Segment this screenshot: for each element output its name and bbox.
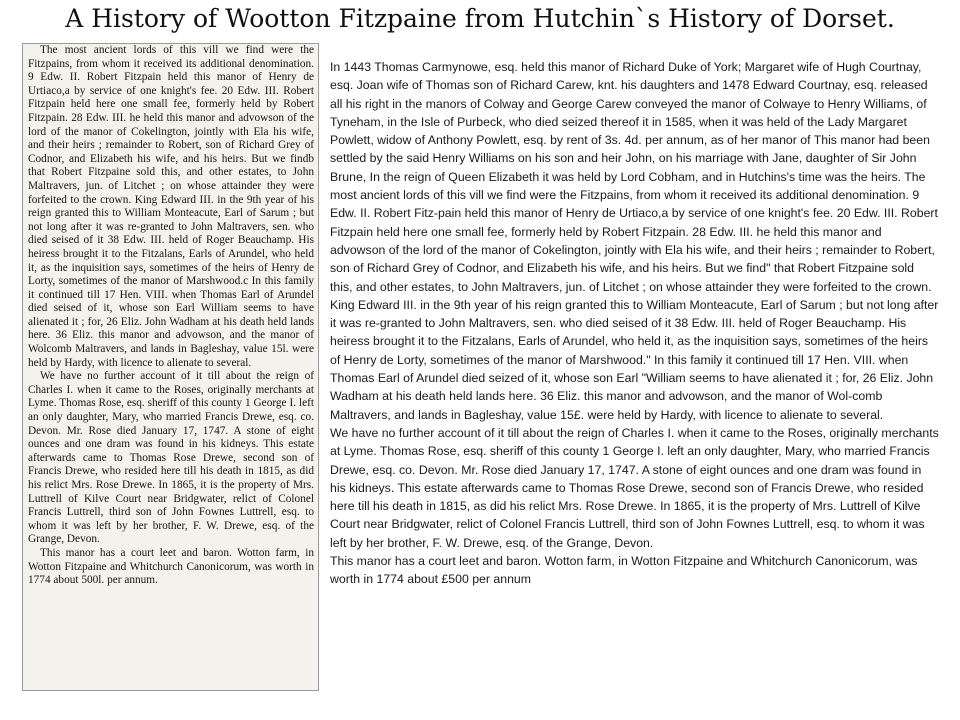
transcript-paragraph: This manor has a court leet and baron. Wotton farm, in Wotton Fitzpaine and Whitchurch Canonicorum, was worth in 1774 about £500 per annum	[330, 554, 918, 587]
scan-paragraph: This manor has a court leet and baron. Wotton farm, in Wotton Fitzpaine and Whitchurch Canonicorum, was worth in 1774 about 500l. per annum.	[28, 546, 314, 587]
transcript-paragraph: We have no further account of it till about the reign of Charles I. when it came to the Roses, originally merchants at Lyme. Thomas Rose, esq. sheriff of this county 1 George I. left an only daughter, Mary, who married Francis Drewe, esq. co. Devon. Mr. Rose died January 17, 1747. A stone of eight ounces and one dram was found in his kidneys. This estate afterwards came to Thomas Rose Drewe, second son of Francis Drewe, who resided here till his death in 1815, as did his relict Mrs. Rose Drewe. In 1865, it is the property of Mrs. Luttrell of Kilve Court near Bridgwater, relict of Colonel Francis Luttrell, third son of John Fownes Luttrell, esq. to whom it was left by her brother, F. W. Drewe, esq. of the Grange, Devon.	[330, 425, 939, 550]
scanned-book-page-image	[22, 43, 319, 691]
scan-paragraph: The most ancient lords of this vill we find were the Fitzpains, from whom it received its additional denomination. 9 Edw. II. Robert Fitzpain held this manor of Henry de Urtiaco,a by service of one knight's fee. 20 Edw. III. Robert Fitzpain held here one small fee, formerly held by Robert Fitzpain. 28 Edw. III. he held this manor and advowson of the lord of the manor of Cokelington, jointly with Ela his wife, and their heirs ; remainder to Robert, son of Richard Grey of Codnor, and Elizabeth his wife, and his heirs. But we findb that Robert Fitzpaine sold this, and other estates, to John Maltravers, jun. of Litchet ; on whose attainder they were forfeited to the crown. King Edward III. in the 9th year of his reign granted this to William Monteacute, Earl of Sarum ; but not long after it was re-granted to John Maltravers, sen. who died seised of it 38 Edw. III. held of Roger Beauchamp. His heiress brought it to the Fitzalans, Earls of Arundel, who held it, as the inquisition says, sometimes of the heirs of Henry de Lorty, sometimes of the manor of Marshwood.c In this family it continued till 17 Hen. VIII. when Thomas Earl of Arundel died seised of it, whose son Earl William seems to have alienated it ; for, 26 Eliz. John Wadham at his death held lands here. 36 Eliz. this manor and advowson, and the manor of Wolcomb Maltravers, and lands in Bagleshay, value 15l. were held by Hardy, with licence to alienate to several.	[28, 44, 314, 369]
transcript-paragraph: In 1443 Thomas Carmynowe, esq. held this manor of Richard Duke of York; Margaret wife of Hugh Courtnay, esq. Joan wife of Thomas son of Richard Carew, knt. his daughters and 1478 Edward Courtnay, esq. released all his right in the manors of Colway and George Carew conveyed the manor of Colwaye to Henry Williams, of Tyneham, in the Isle of Purbeck, who died seized thereof it in 1585, when it was held of the Lady Margaret Powlett, widow of Anthony Powlett, esq. by rent of 3s. 4d. per annum, as of her manor of This manor had been settled by the said Henry Williams on his son and heir John, on his marriage with Jane, daughter of Sir John Brune, In the reign of Queen Elizabeth it was held by Lord Cobham, and in Hutchins's time was the heirs. The most ancient lords of this vill we find were the Fitzpains, from whom it received its additional denomination. 9 Edw. II. Robert Fitz-pain held this manor of Henry de Urtiaco,a by service of one knight's fee. 20 Edw. III. Robert Fitzpain held here one small fee, formerly held by Robert Fitzpain. 28 Edw. III. he held this manor and advowson of the lord of the manor of Cokelington, jointly with Ela his wife, and their heirs ; remainder to Robert, son of Richard Grey of Codnor, and Elizabeth his wife, and his heirs. But we find" that Robert Fitzpaine sold this, and other estates, to John Maltravers, jun. of Litchet ; on whose attainder they were forfeited to the crown. King Edward III. in the 9th year of his reign granted this to William Monteacute, Earl of Sarum ; but not long after it was re-granted to John Maltravers, sen. who died seised of it 38 Edw. III. held of Roger Beauchamp. His heiress brought it to the Fitzalans, Earls of Arundel, who held it, as the inquisition says, sometimes of the heirs of Henry de Lorty, sometimes of the manor of Marshwood." In this family it continued till 17 Hen. VIII. when Thomas Earl of Arundel died seized of it, whose son Earl "William seems to have alienated it ; for, 26 Eliz. John Wadham at his death held lands here. 36 Eliz. this manor and advowson, and the manor of Wol-comb Maltravers, and lands in Bagleshay, value 15£. were held by Hardy, with licence to alienate to several.	[330, 60, 939, 422]
scan-paragraph: We have no further account of it till about the reign of Charles I. when it came to the Roses, originally merchants at Lyme. Thomas Rose, esq. sheriff of this county 1 George I. left an only daughter, Mary, who married Francis Drewe, esq. co. Devon. Mr. Rose died January 17, 1747. A stone of eight ounces and one dram was found in his kidneys. This estate afterwards came to Thomas Rose Drewe, second son of Francis Drewe, who resided here till his death in 1815, as did his relict Mrs. Rose Drewe. In 1865, it is the property of Mrs. Luttrell of Kilve Court near Bridgwater, relict of Colonel Francis Luttrell, third son of John Fownes Luttrell, esq. to whom it was left by her brother, F. W. Drewe, esq. of the Grange, Devon.	[28, 370, 314, 546]
page-title: A History of Wootton Fitzpaine from Hutchin`s History of Dorset.	[65, 4, 895, 33]
scanned-page-text	[23, 44, 318, 588]
transcription-text-block	[330, 58, 939, 589]
